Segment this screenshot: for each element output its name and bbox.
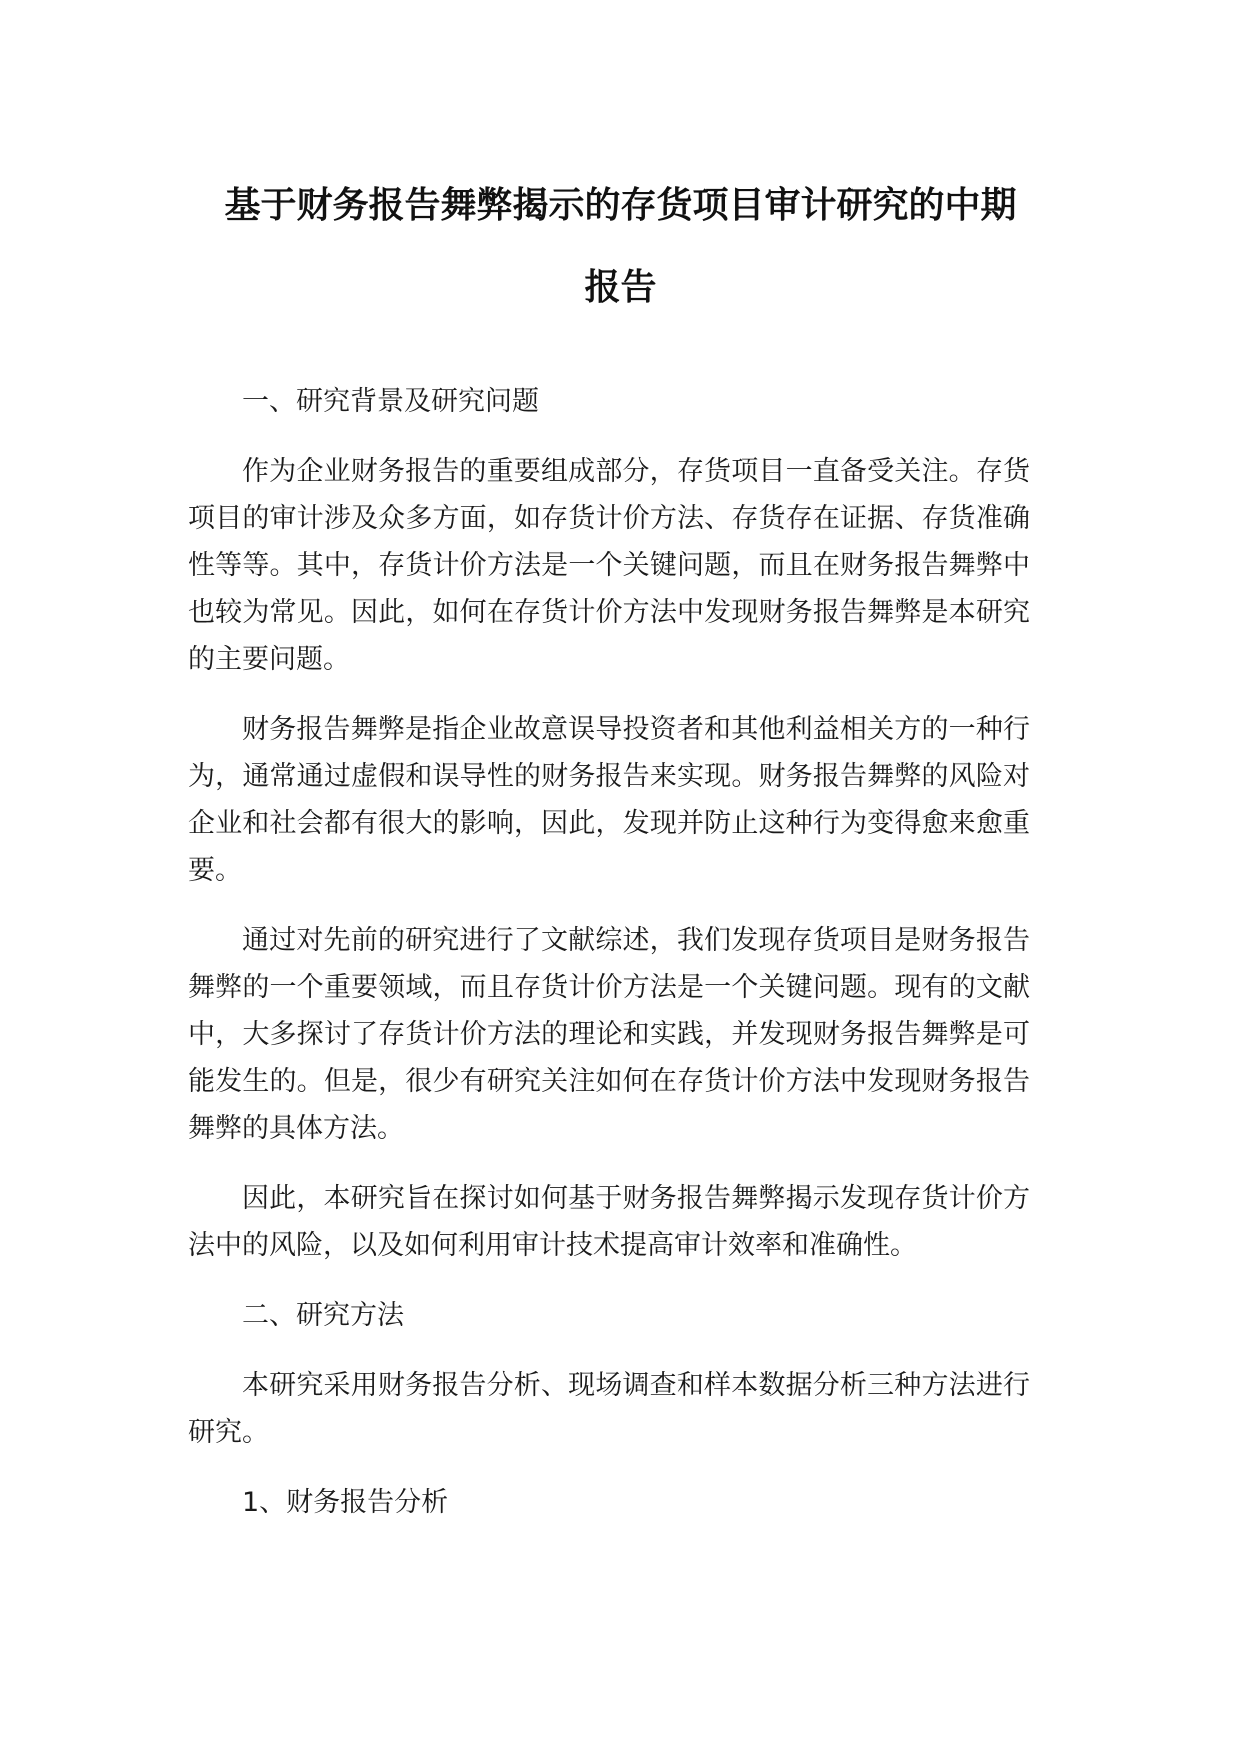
subsection-heading-financial-analysis: 1、财务报告分析 xyxy=(242,1487,449,1518)
paragraph: 通过对先前的研究进行了文献综述，我们发现存货项目是财务报告舞弊的一个重要领域，而且存货计价方法是一个关键问题。现有的文献中，大多探讨了存货计价方法的理论和实践，并发现财务报告舞弊是可能发生的。但是，很少有研究关注如何在存货计价方法中发现财务报告舞弊的具体方法。 xyxy=(188,925,1030,1144)
section-heading-background: 一、研究背景及研究问题 xyxy=(242,386,539,417)
section-heading-methods: 二、研究方法 xyxy=(242,1300,404,1331)
document-title-line-1: 基于财务报告舞弊揭示的存货项目审计研究的中期 xyxy=(224,185,1017,226)
paragraph: 作为企业财务报告的重要组成部分，存货项目一直备受关注。存货项目的审计涉及众多方面，如存货计价方法、存货存在证据、存货准确性等等。其中，存货计价方法是一个关键问题，而且在财务报告舞弊中也较为常见。因此，如何在存货计价方法中发现财务报告舞弊是本研究的主要问题。 xyxy=(188,456,1030,675)
document-body xyxy=(188,378,1030,1549)
paragraph: 本研究采用财务报告分析、现场调查和样本数据分析三种方法进行研究。 xyxy=(188,1370,1030,1448)
paragraph: 财务报告舞弊是指企业故意误导投资者和其他利益相关方的一种行为，通常通过虚假和误导性的财务报告来实现。财务报告舞弊的风险对企业和社会都有很大的影响，因此，发现并防止这种行为变得愈来愈重要。 xyxy=(188,714,1030,886)
document-title-line-2: 报告 xyxy=(584,267,657,308)
paragraph: 因此，本研究旨在探讨如何基于财务报告舞弊揭示发现存货计价方法中的风险，以及如何利用审计技术提高审计效率和准确性。 xyxy=(188,1183,1030,1261)
